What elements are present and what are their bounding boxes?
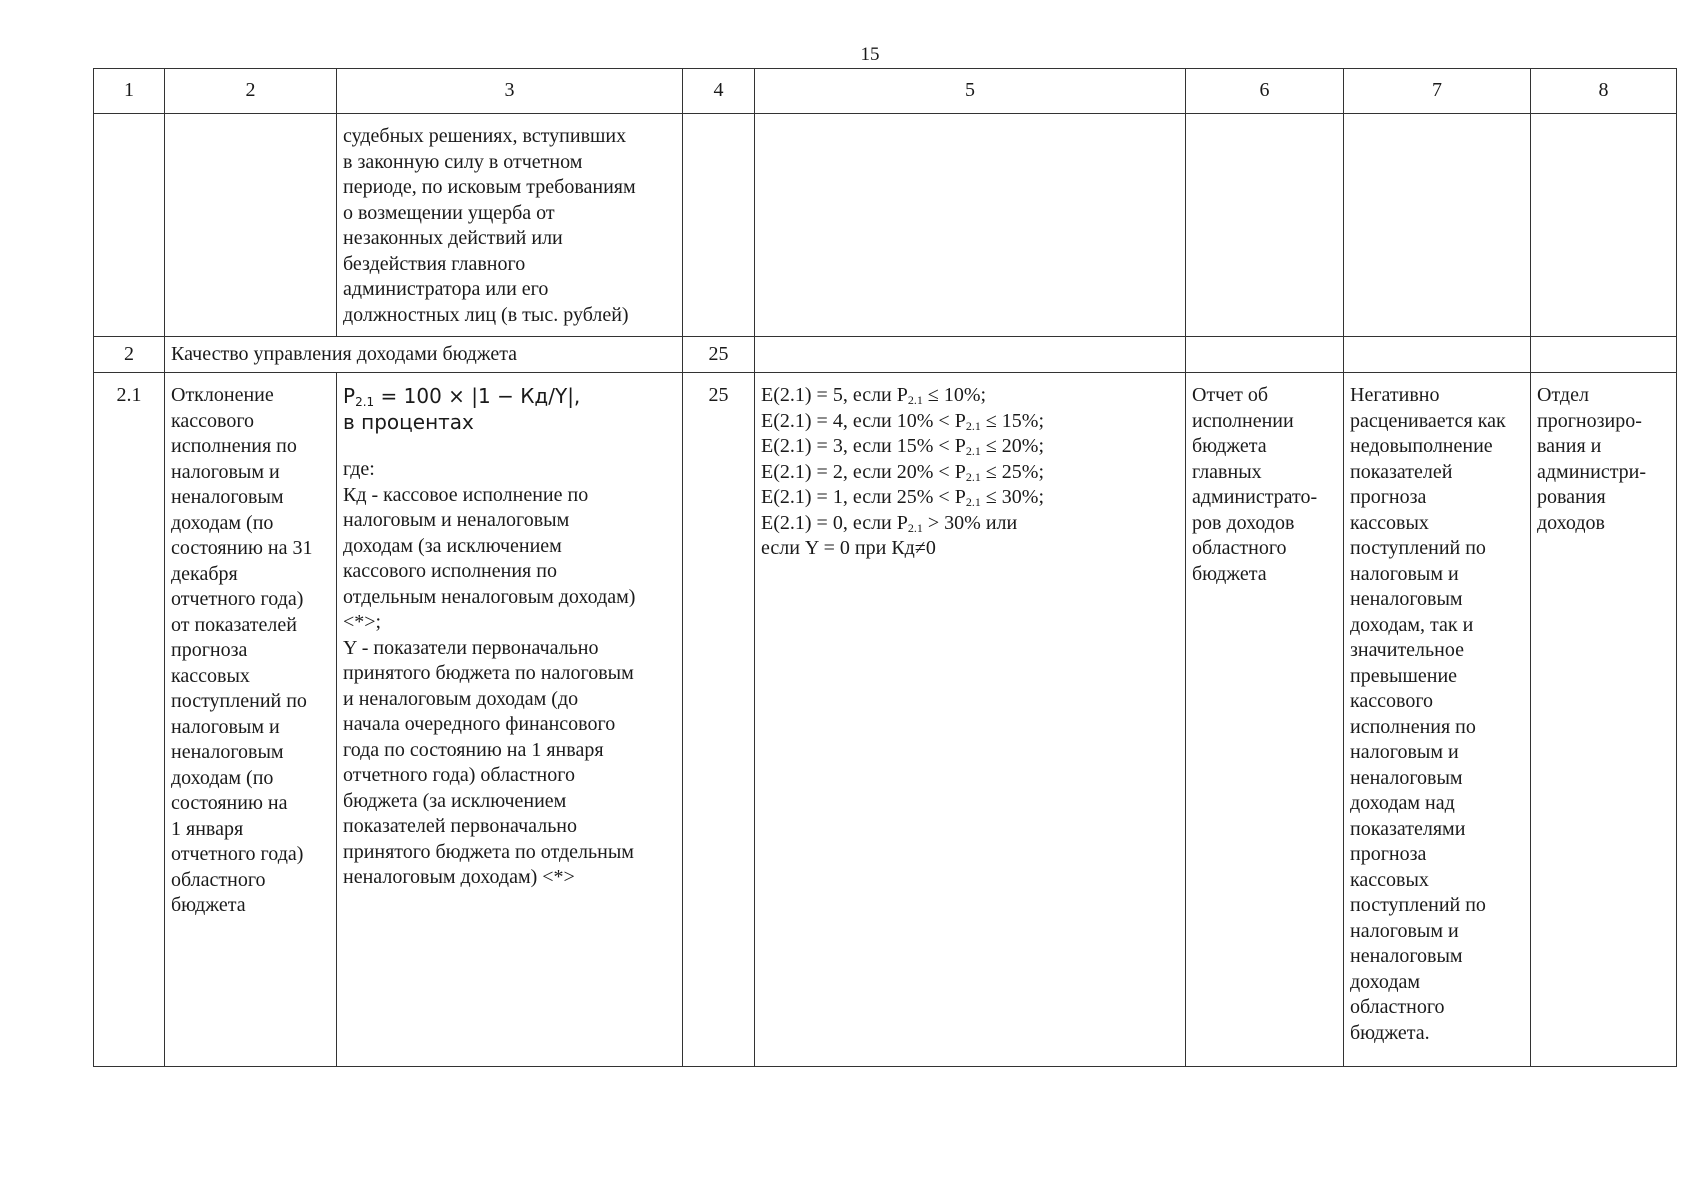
header-row [94,69,1677,114]
text-line: главных [1192,460,1262,483]
table-cell [1186,114,1344,337]
text-line: показателей [1350,460,1453,483]
text-line: года по состоянию на 1 января [343,738,604,761]
text-line: о возмещении ущерба от [343,201,555,224]
text-line: доходам [1350,970,1421,993]
text-line: исполнения по [171,435,297,457]
text-line: доходам (за исключением [343,534,562,557]
text-line: расценивается как [1350,409,1506,432]
text-line: периоде, по исковым требованиям [343,176,636,198]
score-line: E(2.1) = 2, если $20\% < P_{2.1} \le 25\%$; [761,460,1045,484]
text-line: прогноза [1350,843,1427,865]
header-cell: 7 [1344,69,1531,114]
text-line: неналоговым [1350,945,1463,967]
text-line: 1 января [171,817,244,840]
text-line: налоговым и неналоговым [343,509,570,531]
header-cell: 6 [1186,69,1344,114]
section-title: Качество управления доходами бюджета [165,337,683,373]
text-line: областного [1350,996,1445,1018]
text-line: кассовых [1350,868,1429,891]
text-line: состоянию на [171,792,288,814]
table-cell [683,114,755,337]
text-line: бюджета [1192,562,1267,585]
text-line: неналоговым [1350,766,1463,789]
text-line: отдельным неналоговым доходам) [343,585,636,608]
text-line: Отдел [1537,384,1589,406]
weight-cell: 25 [683,373,755,1067]
text-line: бюджета (за исключением [343,789,567,812]
text-line: доходам, так и [1350,613,1474,636]
text-line: областного [171,868,266,891]
table-cell [94,114,165,337]
text-line: администратора или его [343,278,549,300]
continued-description-cell [337,114,683,337]
text-line: показателей первоначально [343,815,578,837]
text-line: Отклонение [171,384,274,406]
text-line: кассового [1350,690,1434,712]
text-line: отчетного года) [171,588,304,610]
page-number: 15 [860,44,880,65]
text-line: от показателей [171,613,297,636]
text-line: налоговым и [171,460,280,483]
text-line: поступлений по [171,690,307,712]
text-line: где: [343,458,375,480]
text-line: налоговым и [1350,919,1459,942]
text-line: ров доходов [1192,511,1295,534]
row-number: 2 [94,337,165,373]
score-line: E(2.1) = 3, если $15\% < P_{2.1} \le 20\%$; [761,435,1045,458]
text-line: декабря [171,562,238,585]
text-line: бюджета [1192,435,1267,457]
table-row [94,114,1677,337]
text-line: исполнения по [1350,715,1476,738]
text-line: прогноза [1350,486,1427,508]
text-line: доходам (по [171,511,274,534]
responsible-unit-cell [1531,373,1677,1067]
header-cell: 3 [337,69,683,114]
text-line: и неналоговым доходам (до [343,687,579,710]
text-line: бюджета. [1350,1021,1430,1044]
text-line: рования [1537,486,1606,508]
text-line: судебных решениях, вступивших [343,125,627,147]
weight-cell: 25 [683,337,755,373]
text-line: принятого бюджета по налоговым [343,662,634,684]
row-number: 2.1 [94,373,165,1067]
evaluation-table [93,68,1677,1067]
score-line: E(2.1) = 4, если $10\% < P_{2.1} \le 15\%$; [761,409,1045,433]
text-line: Отчет об [1192,384,1269,406]
header-cell: 5 [755,69,1186,114]
text-line: неналоговым доходам) <*> [343,866,575,888]
calculation-method-cell [337,373,683,1067]
table-cell [755,337,1186,373]
text-line: неналоговым [171,741,284,763]
text-line: неналоговым [1350,588,1463,610]
header-cell: 1 [94,69,165,114]
text-line: отчетного года) областного [343,764,575,786]
formula: $P_{2.1} = 100 \times |1 - Кд/Y|$, [343,384,581,409]
text-line: Кд - кассовое исполнение по [343,483,589,506]
text-line: администри- [1537,460,1647,483]
text-line: превышение [1350,664,1458,687]
table-cell [1531,337,1677,373]
text-line: неналоговым [171,486,284,508]
text-line: областного [1192,537,1287,559]
table-cell [1531,114,1677,337]
text-line: налоговым и [1350,562,1459,585]
text-line: начала очередного финансового [343,713,616,735]
table-cell [1344,114,1531,337]
text-line: кассового [171,409,255,432]
text-line: кассового исполнения по [343,560,557,582]
text-line: поступлений по [1350,894,1486,916]
text-line: значительное [1350,639,1464,661]
table-row [94,337,1677,373]
table-cell [165,114,337,337]
header-cell: 2 [165,69,337,114]
data-source-cell [1186,373,1344,1067]
text-line: прогнозиро- [1537,409,1642,432]
text-line: состоянию на 31 [171,537,313,559]
scoring-cell [755,373,1186,1067]
table-cell [755,114,1186,337]
text-line: доходов [1537,511,1605,534]
text-line: должностных лиц (в тыс. рублей) [343,303,629,326]
text-line: кассовых [171,664,250,687]
text-line: налоговым и [1350,741,1459,763]
score-line: E(2.1) = 5, если $P_{2.1} \le 10\%$; [761,384,987,407]
text-line: <*>; [343,611,382,633]
score-line: E(2.1) = 0, если $P_{2.1} > 30\%$ или [761,511,1018,535]
header-cell: 4 [683,69,755,114]
text-line: налоговым и [171,715,280,738]
text-line: отчетного года) [171,843,304,865]
text-line: в законную силу в отчетном [343,150,583,173]
score-line: E(2.1) = 1, если $25\% < P_{2.1} \le 30\%$; [761,486,1045,509]
text-line: доходам над [1350,792,1455,814]
text-line: Негативно [1350,384,1440,406]
formula-units: в процентах [343,410,474,434]
text-line: исполнении [1192,409,1294,432]
header-cell: 8 [1531,69,1677,114]
table-row [94,373,1677,1067]
text-line: доходам (по [171,766,274,789]
text-line: бездействия главного [343,252,526,275]
text-line: недовыполнение [1350,435,1493,457]
text-line: принятого бюджета по отдельным [343,840,634,863]
table-cell [1344,337,1531,373]
score-line: если Y = 0 при Кд≠0 [761,537,936,559]
text-line: администрато- [1192,486,1318,508]
comment-cell [1344,373,1531,1067]
text-line: незаконных действий или [343,227,563,249]
indicator-name-cell [165,373,337,1067]
text-line: бюджета [171,894,246,916]
table-cell [1186,337,1344,373]
text-line: прогноза [171,639,248,661]
text-line: Y - показатели первоначально [343,636,599,659]
text-line: показателями [1350,817,1466,840]
text-line: кассовых [1350,511,1429,534]
text-line: поступлений по [1350,537,1486,559]
text-line: вания и [1537,435,1602,457]
